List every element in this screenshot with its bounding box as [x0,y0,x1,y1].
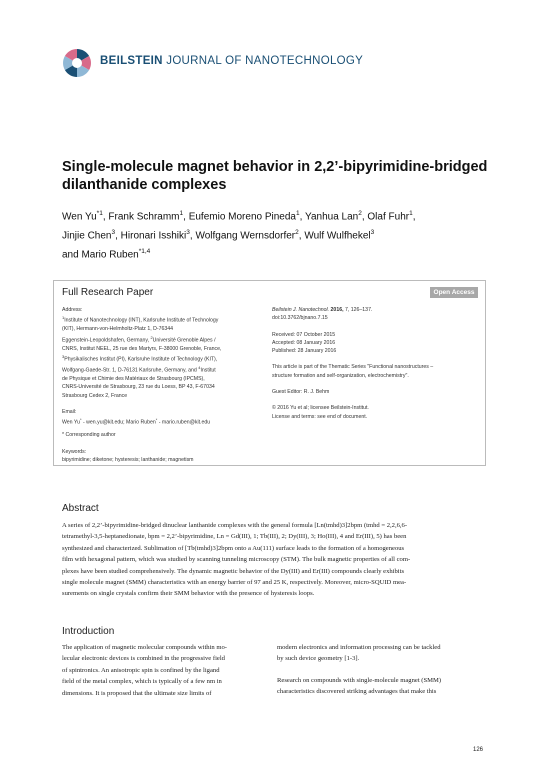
open-access-badge: Open Access [430,287,478,298]
abstract-line: surements on single crystals confirm their SMM behavior with the presence of hysteresis loops. [62,590,315,598]
body-line: field of the metal complex, which is typically of a few nm in [62,678,222,686]
guest-editor: Guest Editor: R. J. Behm [272,389,330,396]
abstract-line: A series of 2,2’-bipyrimidine-bridged dinuclear lanthanide complexes with the general formula [Ln(tmhd)3]2bpm (tmhd = 2,2,6,6- [62,522,408,529]
author-name[interactable]: Wulf Wulfhekel [304,230,371,242]
author-name[interactable]: Wolfgang Wernsdorfer [195,230,296,242]
license-note: License and terms: see end of document. [272,413,368,420]
journal-name[interactable] [100,55,363,67]
thematic-series-note[interactable]: This article is part of the Thematic Series "Functional nanostructures – [272,364,434,371]
address-line: de Physique et Chimie des Matériaux de Strasbourg (IPCMS), [62,376,205,383]
address-line: CNRS, Institut NEEL, 25 rue des Martyrs, F-38000 Grenoble, France, [62,345,222,352]
email-label: Email: [62,408,77,415]
introduction-left-column [62,642,265,699]
author-affiliation: 3 [186,228,190,236]
author-affiliation: 1 [179,210,184,217]
email-link[interactable]: - mario.ruben@kit.edu [157,419,211,426]
author-affiliation: 1 [296,210,300,217]
beilstein-logo-icon [62,48,92,78]
thematic-series-note[interactable]: structure formation and self-organization, electrochemistry". [272,372,409,379]
body-line: characteristics discovered striking advantages that make this [277,688,437,696]
page-number: 126 [473,747,484,753]
abstract-heading: Abstract [62,503,99,514]
journal-name-rest: JOURNAL OF NANOTECHNOLOGY [166,55,364,67]
author-name[interactable]: Jinjie Chen [62,230,112,242]
abstract-line: film with hexagonal pattern, which was studied by scanning tunneling microscopy (STM). The bulk magnetic properties of all com- [62,556,411,564]
address-line: (KIT), Hermann-von-Helmholtz-Platz 1, D-76344 [62,326,173,333]
address-line: $^3$Physikalisches Institut (PI), Karlsruhe Institute of Technology (KIT), [62,353,218,363]
author-name[interactable]: Wen Yu [62,211,97,223]
published-date: Published: 28 January 2016 [272,348,337,355]
body-line: lecular electronic devices is combined in the progressive field [62,655,225,663]
article-title-line: Single-molecule magnet behavior in 2,2’-bipyrimidine-bridged [62,159,488,175]
author-line: Wen Yu$^{*1}$, Frank Schramm$^1$, Eufemio Moreno Pineda$^1$, Yanhua Lan$^2$, Olaf Fuhr$^1$, [62,210,416,223]
author-name[interactable]: Frank Schramm [108,211,180,223]
author-line: Jinjie Chen$^3$, Hironari Isshiki$^3$, Wolfgang Wernsdorfer$^2$, Wulf Wulfhekel$^3$ [62,228,375,242]
address-label: Address: [62,307,83,313]
abstract-line: single molecule magnet (SMM) characteristics with an energy barrier of 97 and 25 K, respectively. Moreover, micro-SQUID mea- [62,579,407,587]
body-line: Research on compounds with single-molecule magnet (SMM) [277,676,442,684]
introduction-right-column [277,642,489,698]
abstract-line: plexes have been studied comprehensively. The dynamic magnetic behavior of the Dy(III) and Er(III) compounds clearly exhibits [62,567,405,575]
citation: Beilstein J. Nanotechnol. 2016, 7, 126–137. [272,307,373,313]
abstract-line: synthesized and characterized. Sublimation of [Tb(tmhd)3]2bpm onto a Au(111) surface leads to the formation of a homogeneous [62,544,405,552]
article-type-heading: Full Research Paper [62,287,154,298]
body-line: modern electronics and information processing can be tackled [277,644,441,651]
keywords-label: Keywords: [62,448,87,455]
info-right-column [272,306,477,421]
author-affiliation: 1 [409,210,413,217]
body-line: The application of magnetic molecular compounds within mo- [62,644,227,651]
corresponding-author-note: * Corresponding author [62,432,116,439]
author-name[interactable]: Hironari Isshiki [120,230,187,242]
author-affiliation: *1 [96,210,103,217]
address-line: $^1$Institute of Nanotechnology (INT), Karlsruhe Institute of Technology [62,315,219,325]
journal-name-bold: BEILSTEIN [100,55,163,67]
body-paragraph [277,675,489,698]
article-title-line: dilanthanide complexes [62,177,227,193]
author-affiliation: *1,4 [138,247,151,255]
address-line: Strasbourg Cedex 2, France [62,392,128,399]
author-name[interactable]: and Mario Ruben [62,248,139,260]
license-note: © 2016 Yu et al; licensee Beilstein-Institut. [272,405,369,412]
author-affiliation: 2 [358,210,362,217]
accepted-date: Accepted: 08 January 2016 [272,339,336,346]
author-name[interactable]: Yanhua Lan [305,211,359,223]
article-title [62,158,502,194]
email-link[interactable]: - wen.yu@kit.edu; [81,419,127,426]
author-affiliation: 2 [295,228,299,236]
abstract-line: tetramethyl-3,5-heptanedionate, bpm = 2,2’-bipyrimidine, Ln = Gd(III), 1; Tb(III), 2; Dy(III), 3; Ho(III), 4 and Er(III), 5) has been [62,533,407,541]
keywords-list: bipyrimidine; diketone; hysteresis; lanthanide; magnetism [62,456,194,463]
introduction-heading: Introduction [62,626,115,637]
author-name[interactable]: Eufemio Moreno Pineda [188,211,296,223]
info-left-column [62,306,272,464]
address-line: Wolfgang-Gaede-Str. 1, D-76131 Karlsruhe, Germany, and $^4$Institut [62,364,216,374]
abstract-body [62,520,489,600]
body-line: by such device geometry [1-3]. [277,655,360,663]
author-list [62,206,482,262]
body-line: of spintronics. An anisotropic spin is confined by the ligand [62,666,220,674]
author-line [62,244,482,263]
body-line: dimensions. It is proposed that the ultimate size limits of [62,689,212,697]
author-name[interactable]: Olaf Fuhr [367,211,410,223]
received-date: Received: 07 October 2015 [272,331,336,338]
author-affiliation: 3 [370,228,375,236]
doi-link[interactable]: doi:10.3762/bjnano.7.15 [272,315,328,322]
email-line: Wen Yu* - wen.yu@kit.edu; Mario Ruben* - mario.ruben@kit.edu [62,417,211,426]
address-line: CNRS-Université de Strasbourg, 23 rue du Loess, BP 43, F-67034 [62,384,215,391]
author-affiliation: 3 [111,228,116,236]
address-line: Eggenstein-Leopoldshafen, Germany, $^2$Université Grenoble Alpes / [62,334,216,344]
